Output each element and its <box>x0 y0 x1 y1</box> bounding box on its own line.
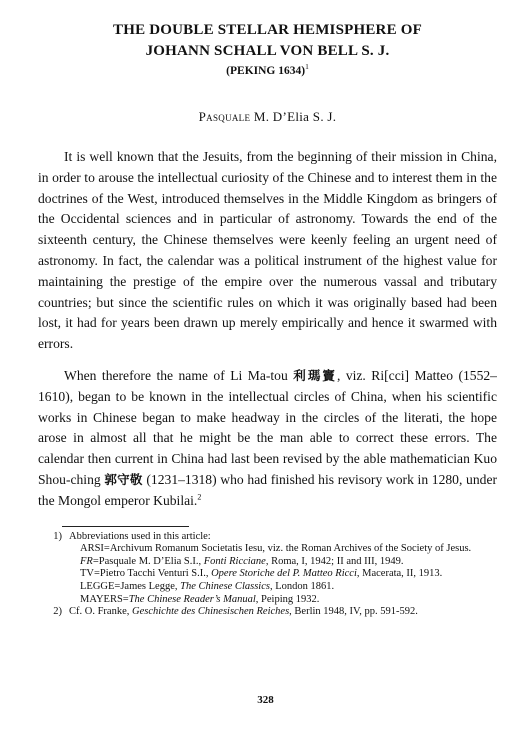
abbr-tv-author: TV=Pietro Tacchi Venturi S.I., <box>80 568 209 580</box>
abbr-legge-author: LEGGE=James Legge, <box>80 580 178 592</box>
abbr-arsi: ARSI=Archivum Romanum Societatis Iesu, viz. the Roman Archives of the Society of Jesus. <box>80 543 472 555</box>
author-rest: M. D’Elia S. J. <box>253 109 337 124</box>
abbr-legge-details: , London 1861. <box>269 580 335 592</box>
abbr-fr-author: =Pasquale M. D’Elia S.I., <box>92 555 202 567</box>
article-body <box>38 147 497 512</box>
abbr-legge <box>38 581 497 594</box>
abbr-fr-key: FR <box>80 555 93 567</box>
place-text: (PEKING 1634) <box>226 65 306 77</box>
footnote-2-details: , Berlin 1948, IV, pp. 591-592. <box>289 606 418 618</box>
author-byline <box>38 109 497 125</box>
footnote-1-number: 1) <box>53 530 62 542</box>
paragraph-2-part-a: When therefore the name of Li Ma-tou <box>64 367 288 383</box>
abbr-fr-title: Fonti Ricciane <box>203 555 266 567</box>
abbr-mayers-key: MAYERS= <box>80 593 129 605</box>
footnote-2-number: 2) <box>53 606 62 618</box>
abbr-legge-title: The Chinese Classics <box>180 580 270 592</box>
title-line-1: THE DOUBLE STELLAR HEMISPHERE OF <box>113 22 422 38</box>
paragraph-2-part-c: (1231–1318) who had finished his revisory work in 1280, under the Mongol emperor Kubilai. <box>38 471 497 508</box>
footnote-1 <box>38 531 497 544</box>
footnote-1-intro: Abbreviations used in this article: <box>69 530 211 542</box>
abbr-fr-details: , Roma, I, 1942; II and III, 1949. <box>265 555 404 567</box>
footnotes <box>38 531 497 619</box>
abbr-tv-title: Opere Storiche del P. Matteo Ricci <box>211 568 357 580</box>
footnote-divider <box>62 526 189 527</box>
abbr-mayers-details: , Peiping 1932. <box>255 593 320 605</box>
title-place-date <box>38 62 497 77</box>
abbr-tv <box>38 568 497 581</box>
article-page <box>38 20 497 619</box>
abbr-fr <box>38 556 497 569</box>
author-first-name: Pasquale <box>198 109 251 124</box>
footnote-2 <box>38 606 497 619</box>
chinese-name-li-ma-tou: 利瑪竇 <box>293 367 337 383</box>
chinese-name-kuo-shou-ching: 郭守敬 <box>104 471 143 487</box>
abbr-mayers <box>38 594 497 607</box>
paragraph-1: It is well known that the Jesuits, from the beginning of their mission in China, in order to arouse the intellectual curiosity of the Chinese and to interest them in the doctrines of the West, introduced themselves in the Middle Kingdom as bringers of the Occidental sciences and in particular of astronomy. Towards the end of the sixteenth century, the Chinese themselves were keenly feeling an urgent need of astronomy. In fact, the calendar was a political instrument of the highest value for maintaining the prestige of the empire over the numerous vassal and tributary countries; but since the scientific rules on which it was originally based had been lost, it had for years been drawn up merely empirically and hence it swarmed with errors. <box>38 149 497 352</box>
footnote-ref-1[interactable]: 1 <box>305 62 309 72</box>
footnote-ref-2[interactable]: 2 <box>197 492 202 502</box>
footnote-2-title: Geschichte des Chinesischen Reiches <box>132 606 290 618</box>
title-line-2: JOHANN SCHALL VON BELL S. J. <box>145 43 390 59</box>
paragraph-2 <box>38 366 497 512</box>
abbr-mayers-title: The Chinese Reader’s Manual <box>128 593 256 605</box>
article-title <box>38 20 497 62</box>
abbr-tv-details: , Macerata, II, 1913. <box>356 568 443 580</box>
footnote-2-author: Cf. O. Franke, <box>69 606 130 618</box>
paragraph-2-part-b: , viz. Ri[cci] Matteo (1552–1610), began to be known in the intellectual circles of China, when his scientific works in Chinese began to make headway in the circles of the literati, the hope arose in almost all that he might be the man able to correct these errors. The calendar then current in China had last been revised by the able mathematician Kuo Shou-ching <box>38 367 497 487</box>
page-number: 328 <box>257 694 274 706</box>
